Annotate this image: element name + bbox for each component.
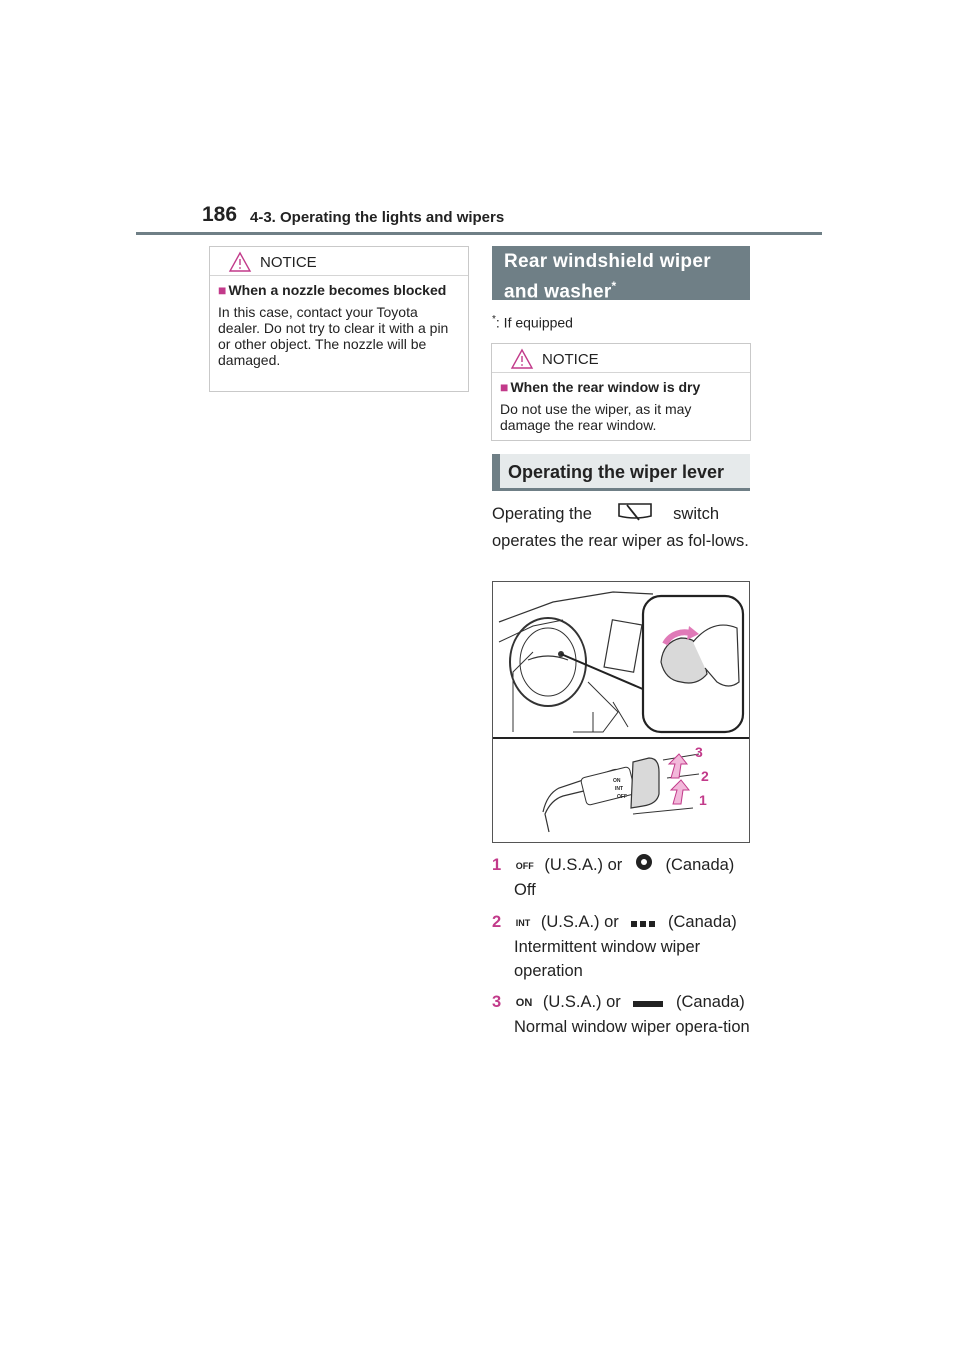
notice-text: In this case, contact your Toyota dealer. Do not try to clear it with a pin or other object. The nozzle will be damaged. [218,304,449,368]
bullet-square-icon: ■ [500,379,509,395]
lever-label-off: OFF [617,794,627,800]
footnote-text: : If equipped [495,314,573,331]
notice-label: NOTICE [260,254,317,271]
position-number: 1 [492,856,502,874]
heading-wiper-lever: Operating the wiper lever [492,454,750,488]
notice-label: NOTICE [542,351,599,368]
rear-wiper-switch-icon [615,500,655,529]
notice-text: Do not use the wiper, as it may damage the rear window. [500,401,692,433]
intro-before: Operating the [492,504,592,523]
position-item-2 [492,910,752,983]
position-canada: (Canada) [668,913,737,931]
heading-rear-wiper [492,246,750,303]
off-glyph-icon: OFF [515,860,534,871]
intro-after: switch operates the rear wiper as fol-lows. [492,504,749,550]
position-canada: (Canada) [665,856,735,874]
lever-label-on: ON [613,778,621,784]
callout-3: 3 [695,744,703,760]
on-glyph-icon: ON [515,996,533,1009]
notice-subtitle-text: When the rear window is dry [510,379,701,395]
warning-icon [228,251,252,278]
callout-2: 2 [701,768,709,784]
section-title: 4-3. Operating the lights and wipers [250,209,505,226]
footnote-mark: * [492,314,496,325]
notice-subtitle [218,282,460,298]
warning-icon [510,348,534,375]
position-line: (U.S.A.) or [542,993,621,1011]
canada-on-icon [633,991,663,1015]
bullet-square-icon: ■ [218,282,227,298]
wiper-lever-illustration [492,581,750,843]
position-desc: Intermittent window wiper operation [514,937,701,980]
header-rule [136,232,822,235]
position-desc: Normal window wiper opera-tion [514,1017,750,1036]
heading-underline [492,488,750,491]
heading-asterisk: * [611,279,617,293]
heading-rear-wiper-text: Rear windshield wiper and washer [504,251,711,303]
illustration-drawing [493,582,749,842]
page-number: 186 [202,203,238,226]
position-item-1 [492,853,752,902]
position-line: (U.S.A.) or [544,856,623,874]
notice-header [492,344,750,373]
int-glyph-icon: INT [515,917,531,928]
notice-subtitle-text: When a nozzle becomes blocked [228,282,447,298]
position-item-3 [492,990,752,1039]
position-line: (U.S.A.) or [540,913,619,931]
callout-1: 1 [699,792,707,808]
position-canada: (Canada) [676,993,745,1011]
notice-header [210,247,468,276]
notice-box-nozzle [209,246,469,392]
notice-subtitle [500,379,742,395]
notice-box-dry-window [491,343,751,441]
position-number: 2 [492,913,502,931]
canada-off-icon [635,853,653,878]
footnote-if-equipped [492,314,573,331]
intro-paragraph [492,500,752,553]
position-number: 3 [492,993,502,1011]
canada-intermittent-icon [631,911,655,935]
lever-label-int: INT [615,786,624,792]
position-desc: Off [514,881,536,900]
